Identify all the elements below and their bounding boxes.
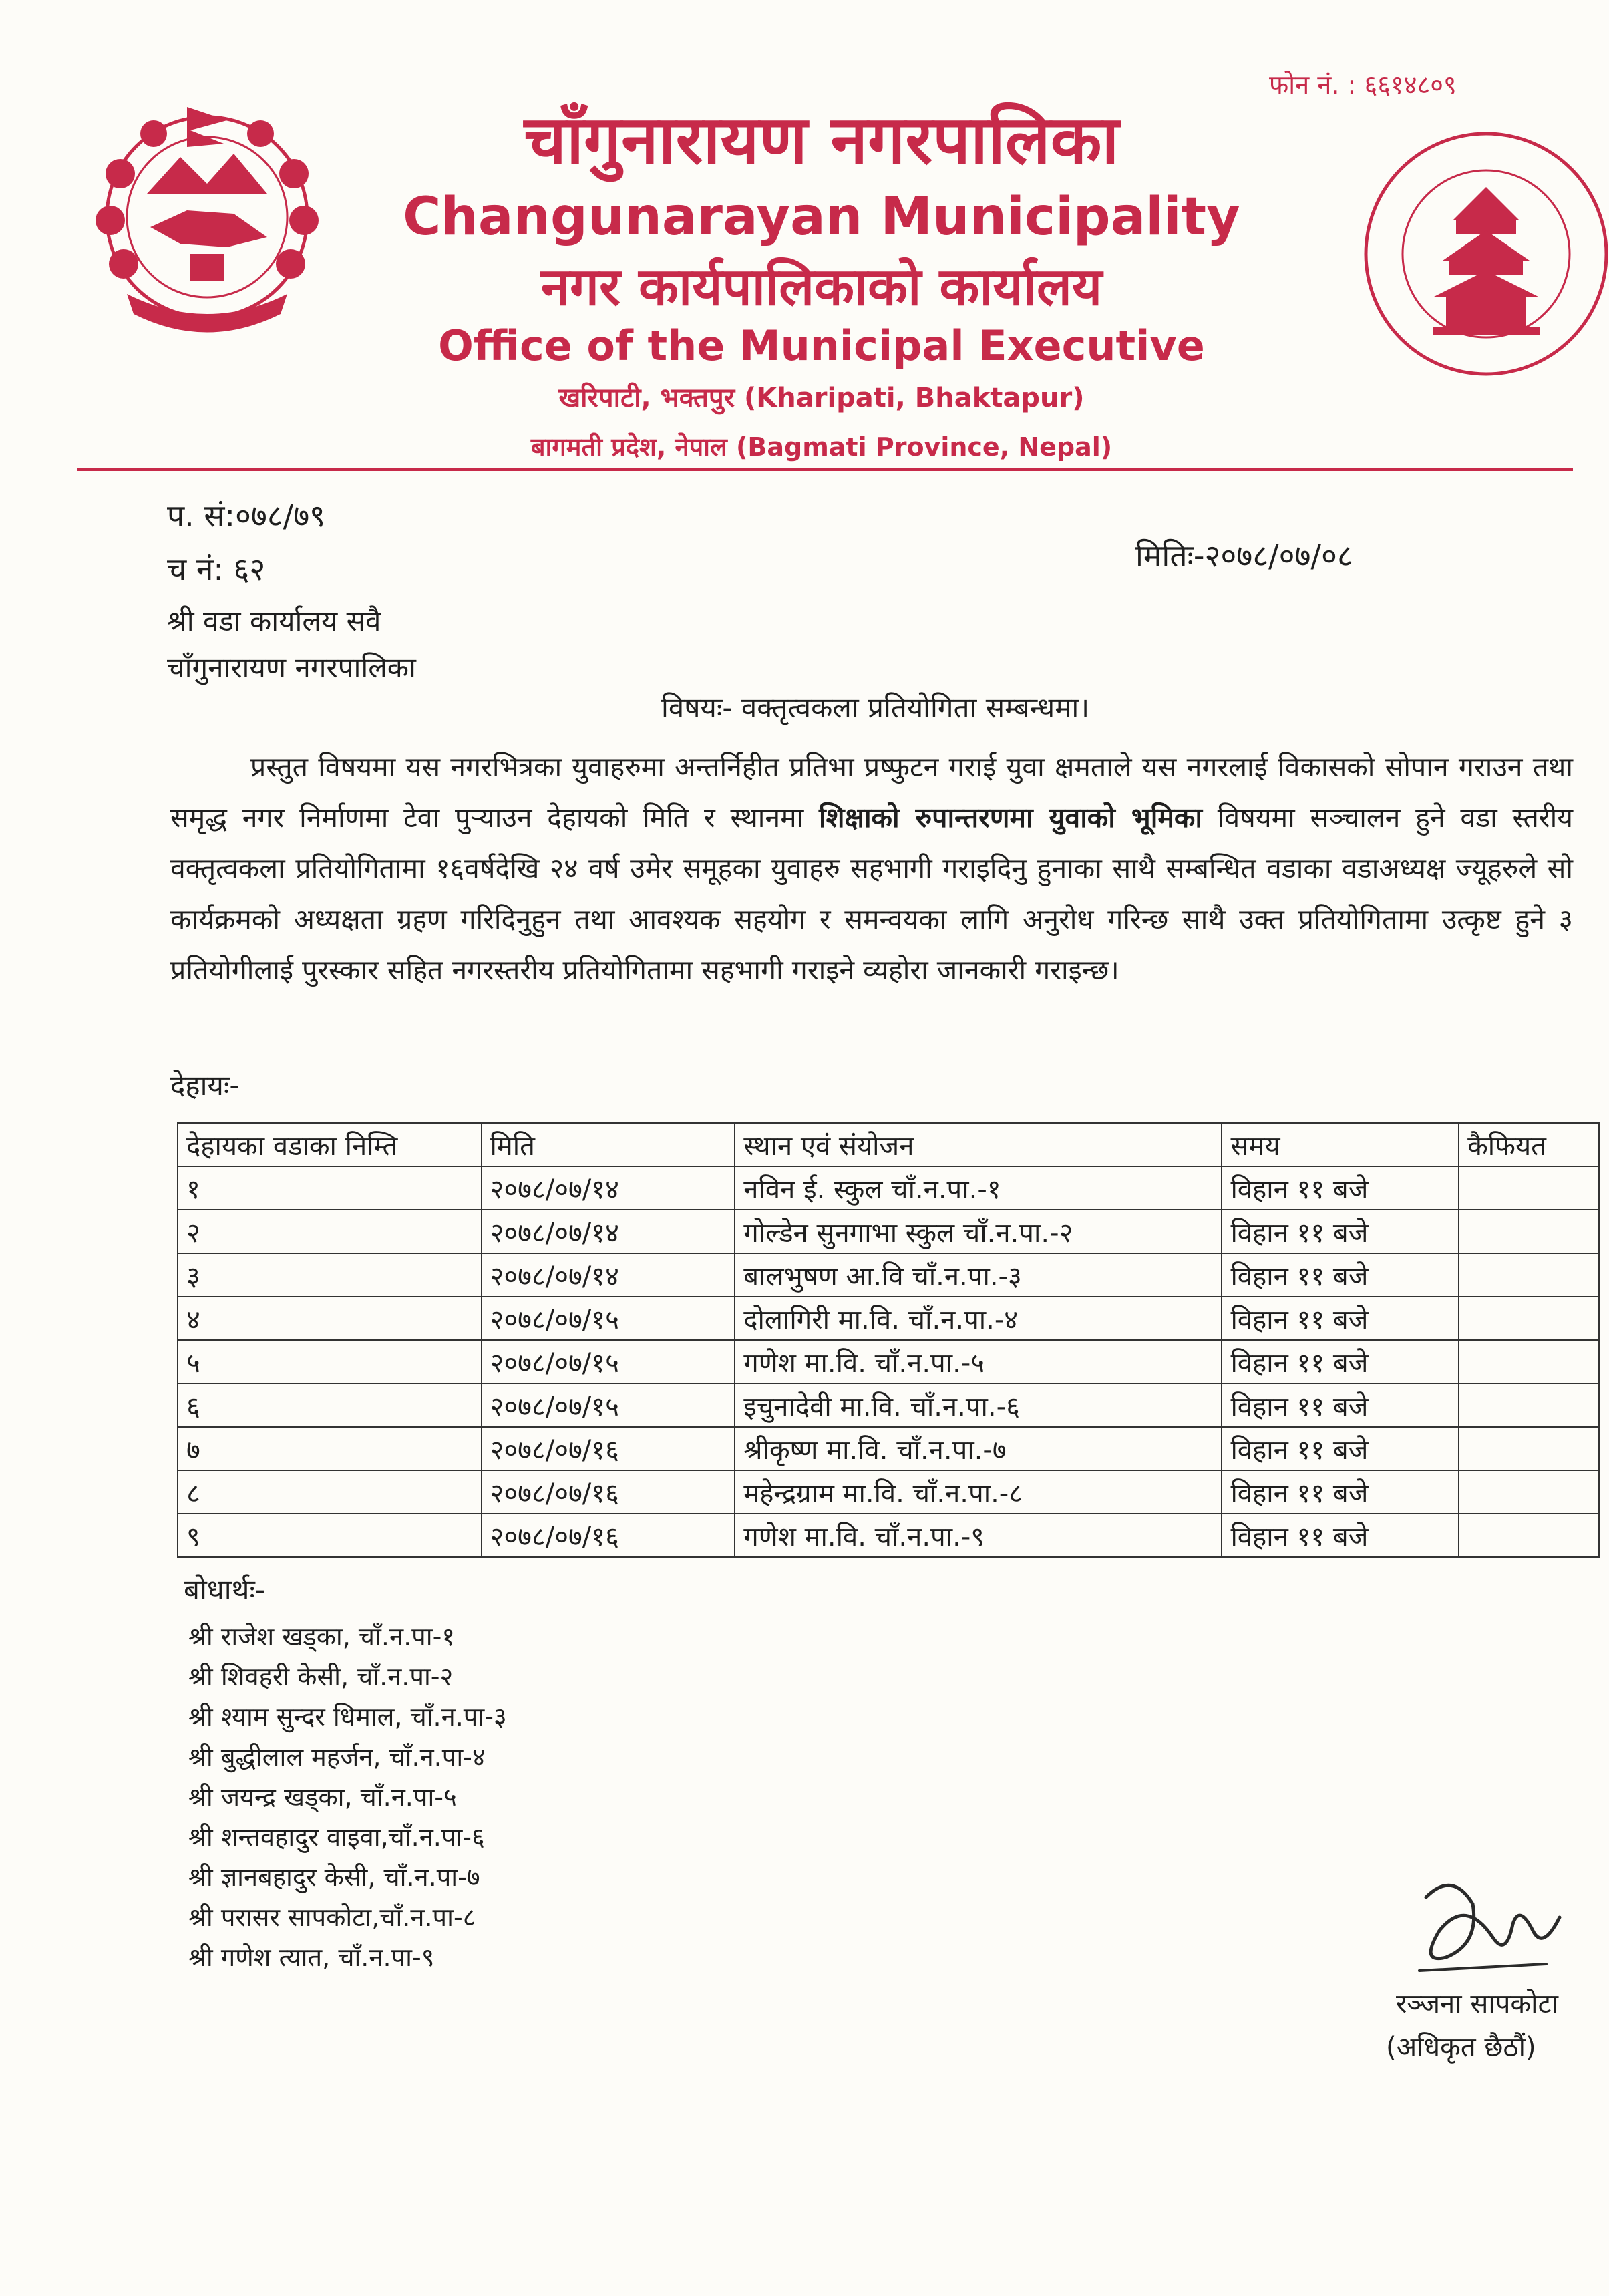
- cell-ward: ७: [178, 1427, 482, 1470]
- list-item: श्री बुद्धीलाल महर्जन, चाँ.न.पा-४: [188, 1742, 486, 1772]
- cell-venue: गणेश मा.वि. चाँ.न.पा.-९: [735, 1514, 1222, 1557]
- cell-ward: ४: [178, 1297, 482, 1340]
- cell-time: विहान ११ बजे: [1222, 1210, 1459, 1253]
- address-line-1: खरिपाटी, भक्तपुर (Kharipati, Bhaktapur): [558, 383, 1085, 414]
- cell-ward: ५: [178, 1340, 482, 1383]
- list-item: श्री श्याम सुन्दर धिमाल, चाँ.न.पा-३: [188, 1702, 507, 1732]
- cell-date: २०७८/०७/१४: [482, 1253, 735, 1297]
- cell-date: २०७८/०७/१४: [482, 1210, 735, 1253]
- body-bold-topic: शिक्षाको रुपान्तरणमा युवाको भूमिका: [819, 802, 1202, 834]
- cell-venue: गोल्डेन सुनगाभा स्कुल चाँ.न.पा.-२: [735, 1210, 1222, 1253]
- cell-time: विहान ११ बजे: [1222, 1383, 1459, 1427]
- table-row: [178, 1340, 1599, 1383]
- cell-venue: श्रीकृष्ण मा.वि. चाँ.न.पा.-७: [735, 1427, 1222, 1470]
- cell-remarks: [1459, 1514, 1599, 1557]
- header-venue: स्थान एवं संयोजन: [735, 1123, 1222, 1166]
- body-part-1: प्रस्तुत विषयमा यस नगरभित्रका युवाहरुमा अन्तर्निहीत प्रतिभा प्रष्फुटन गराई युवा क्षमताले यस नगरलाई विकासको सोपान गराउन तथा समृद्ध नगर निर्माणमा टेवा पुऱ्याउन देहायको मिति र स्थानमा: [170, 751, 1573, 834]
- letter-subject: विषयः- वक्तृत्वकला प्रतियोगिता सम्बन्धमा।: [661, 691, 1090, 724]
- municipality-seal: [1353, 120, 1609, 387]
- cell-remarks: [1459, 1297, 1599, 1340]
- header-remarks: कैफियत: [1459, 1123, 1599, 1166]
- table-row: [178, 1253, 1599, 1297]
- list-item: श्री गणेश त्यात, चाँ.न.पा-९: [188, 1943, 435, 1972]
- list-item: श्री परासर सापकोटा,चाँ.न.पा-८: [188, 1903, 476, 1932]
- cell-date: २०७८/०७/१५: [482, 1340, 735, 1383]
- reference-number: प. सं:०७८/७९: [167, 498, 326, 534]
- table-row: [178, 1210, 1599, 1253]
- header-ward: देहायका वडाका निम्ति: [178, 1123, 482, 1166]
- cell-ward: ८: [178, 1470, 482, 1514]
- cell-time: विहान ११ बजे: [1222, 1340, 1459, 1383]
- cell-remarks: [1459, 1427, 1599, 1470]
- nepal-emblem-logo: [73, 94, 341, 347]
- cell-date: २०७८/०७/१५: [482, 1383, 735, 1427]
- cell-remarks: [1459, 1210, 1599, 1253]
- cell-venue: दोलागिरी मा.वि. चाँ.न.पा.-४: [735, 1297, 1222, 1340]
- cell-ward: ६: [178, 1383, 482, 1427]
- letter-body: [170, 742, 1573, 995]
- header-time: समय: [1222, 1123, 1459, 1166]
- cell-time: विहान ११ बजे: [1222, 1514, 1459, 1557]
- cell-ward: २: [178, 1210, 482, 1253]
- office-title-nepali: नगर कार्यपालिकाको कार्यालय: [540, 257, 1103, 317]
- schedule-table: [177, 1122, 1600, 1558]
- cell-venue: गणेश मा.वि. चाँ.न.पा.-५: [735, 1340, 1222, 1383]
- signatory-title: (अधिकृत छैठौं): [1386, 2032, 1536, 2063]
- attention-label: बोधार्थः-: [184, 1573, 266, 1606]
- body-part-2: विषयमा सञ्चालन हुने वडा स्तरीय वक्तृत्वकला प्रतियोगितामा १६वर्षदेखि २४ वर्ष उमेर समूहका युवाहरु सहभागी गराइदिनु हुनाका साथै सम्बन्धित वडाका वडाअध्यक्ष ज्यूहरुले सो कार्यक्रमको अध्यक्षता ग्रहण गरिदिनुहुन तथा आवश्यक सहयोग र समन्वयका लागि अनुरोध गरिन्छ साथै उक्त प्रतियोगितामा उत्कृष्ट हुने ३ प्रतियोगीलाई पुरस्कार सहित नगरस्तरीय प्रतियोगितामा सहभागी गराइने व्यहोरा जानकारी गराइन्छ।: [170, 802, 1573, 986]
- cell-remarks: [1459, 1340, 1599, 1383]
- addressee-line-1: श्री वडा कार्यालय सवै: [167, 605, 381, 637]
- list-item: श्री जयन्द्र खड्का, चाँ.न.पा-५: [188, 1782, 457, 1812]
- addressee-line-2: चाँगुनारायण नगरपालिका: [167, 651, 416, 684]
- cell-venue: महेन्द्रग्राम मा.वि. चाँ.न.पा.-८: [735, 1470, 1222, 1514]
- cell-venue: बालभुषण आ.वि चाँ.न.पा.-३: [735, 1253, 1222, 1297]
- table-row: [178, 1297, 1599, 1340]
- cell-time: विहान ११ बजे: [1222, 1427, 1459, 1470]
- cell-remarks: [1459, 1166, 1599, 1210]
- municipality-title-english: Changunarayan Municipality: [403, 187, 1240, 247]
- cell-time: विहान ११ बजे: [1222, 1297, 1459, 1340]
- schedule-label: देहायः-: [170, 1069, 240, 1102]
- cell-remarks: [1459, 1383, 1599, 1427]
- table-row: [178, 1427, 1599, 1470]
- table-header-row: [178, 1123, 1599, 1166]
- cell-remarks: [1459, 1470, 1599, 1514]
- phone-number: फोन नं. : ६६१४८०९: [1269, 70, 1457, 100]
- table-row: [178, 1470, 1599, 1514]
- list-item: श्री ज्ञानबहादुर केसी, चाँ.न.पा-७: [188, 1862, 480, 1892]
- cell-time: विहान ११ बजे: [1222, 1253, 1459, 1297]
- cell-date: २०७८/०७/१५: [482, 1297, 735, 1340]
- list-item: श्री राजेश खड्का, चाँ.न.पा-१: [188, 1622, 456, 1651]
- cell-time: विहान ११ बजे: [1222, 1470, 1459, 1514]
- cell-time: विहान ११ बजे: [1222, 1166, 1459, 1210]
- cell-ward: ९: [178, 1514, 482, 1557]
- dispatch-number: च नं: ६२: [167, 551, 266, 587]
- cell-date: २०७८/०७/१६: [482, 1514, 735, 1557]
- municipality-title-nepali: चाँगुनारायण नगरपालिका: [524, 101, 1119, 179]
- list-item: श्री शिवहरी केसी, चाँ.न.पा-२: [188, 1662, 454, 1691]
- handwritten-signature: [1399, 1857, 1573, 1991]
- letterhead-divider: [77, 468, 1573, 471]
- signatory-name: रञ्जना सापकोटा: [1396, 1989, 1559, 2019]
- cell-ward: १: [178, 1166, 482, 1210]
- table-row: [178, 1514, 1599, 1557]
- cell-venue: नविन ई. स्कुल चाँ.न.पा.-१: [735, 1166, 1222, 1210]
- address-line-2: बागमती प्रदेश, नेपाल (Bagmati Province, Nepal): [530, 432, 1113, 462]
- attention-list: [188, 1617, 507, 1977]
- letter-date: मितिः-२०७८/०७/०८: [1135, 538, 1353, 574]
- cell-venue: इचुनादेवी मा.वि. चाँ.न.पा.-६: [735, 1383, 1222, 1427]
- cell-date: २०७८/०७/१४: [482, 1166, 735, 1210]
- header-date: मिति: [482, 1123, 735, 1166]
- cell-date: २०७८/०७/१६: [482, 1427, 735, 1470]
- table-row: [178, 1166, 1599, 1210]
- table-row: [178, 1383, 1599, 1427]
- cell-date: २०७८/०७/१६: [482, 1470, 735, 1514]
- cell-ward: ३: [178, 1253, 482, 1297]
- list-item: श्री शन्तवहादुर वाइवा,चाँ.न.पा-६: [188, 1822, 485, 1852]
- office-title-english: Office of the Municipal Executive: [438, 321, 1205, 370]
- cell-remarks: [1459, 1253, 1599, 1297]
